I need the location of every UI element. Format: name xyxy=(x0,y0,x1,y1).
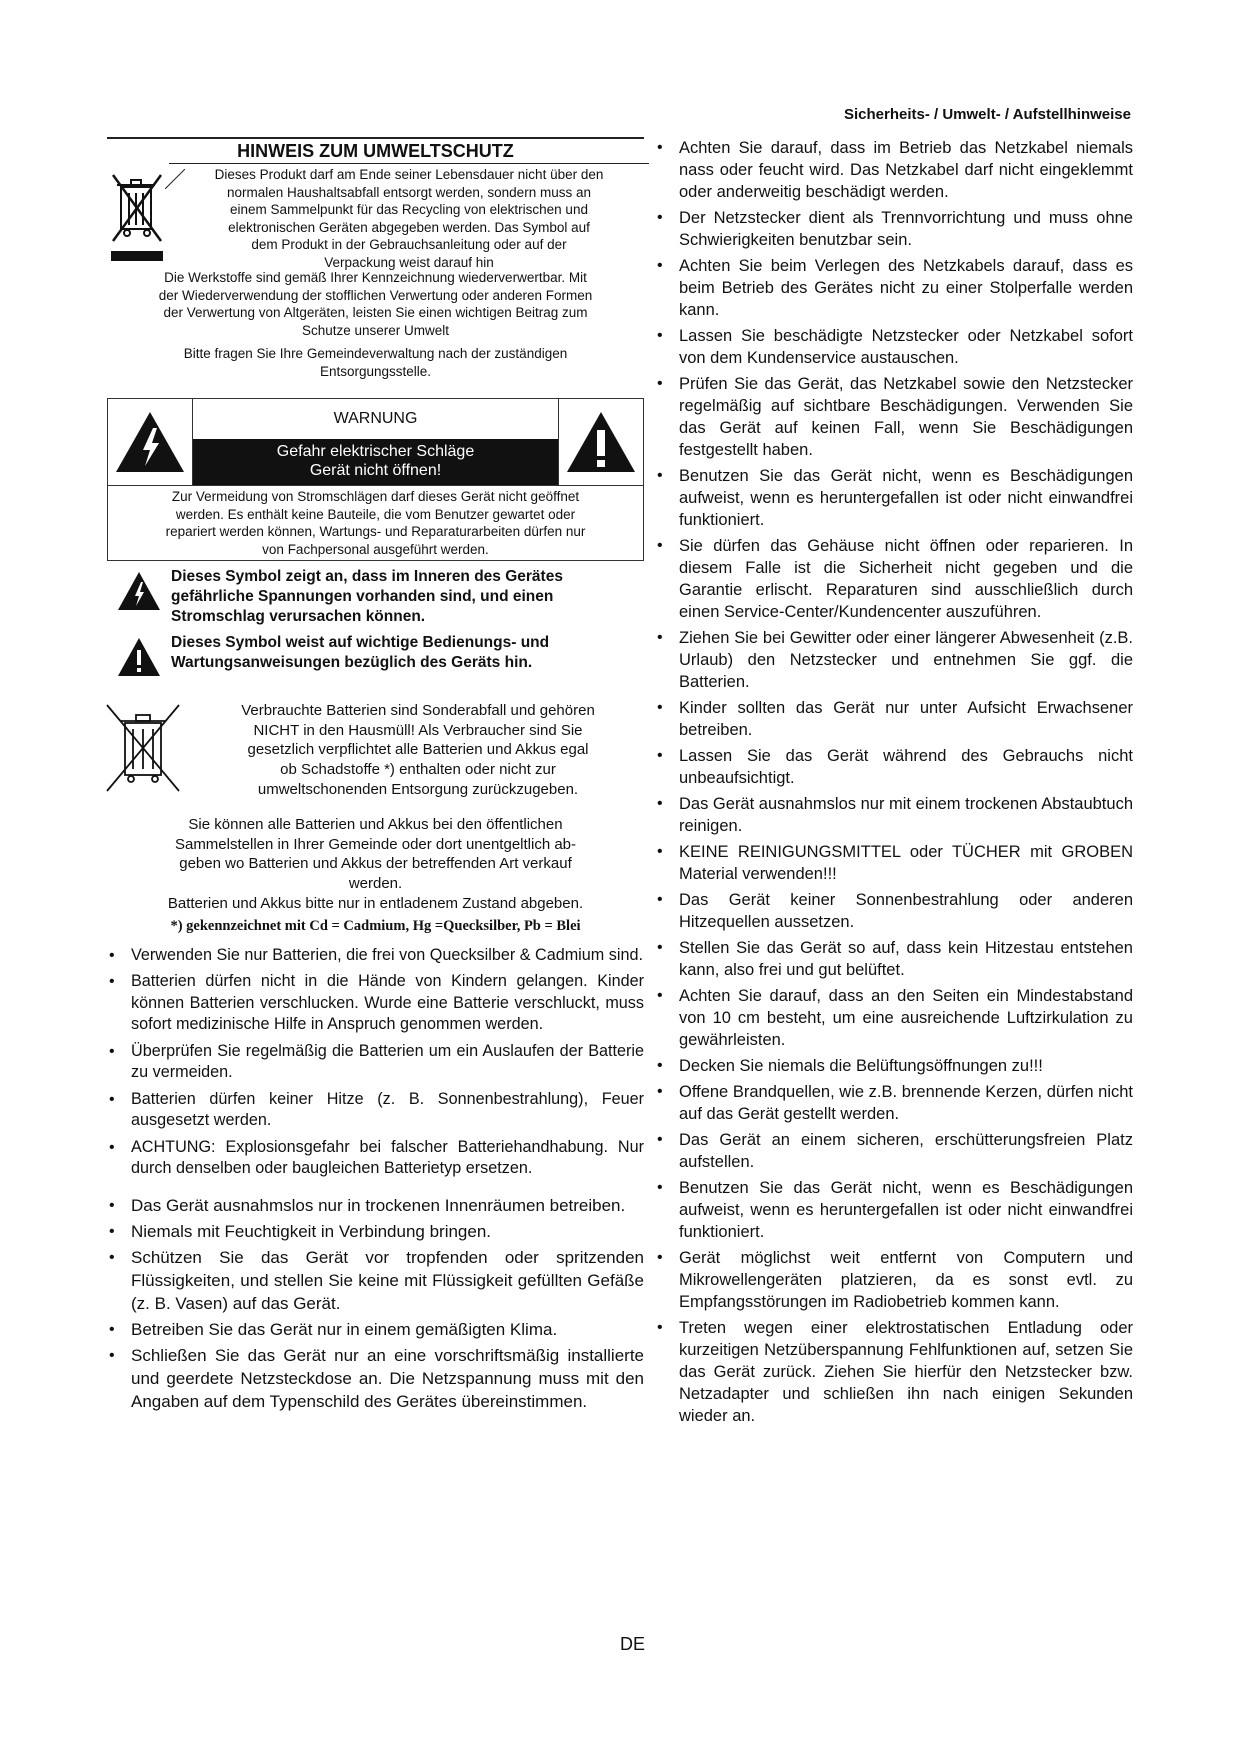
lightning-warning-icon xyxy=(114,410,186,474)
warning-text-line: Zur Vermeidung von Stromschlägen darf dieses Gerät nicht geöffnet xyxy=(171,489,580,504)
list-item: • Das Gerät ausnahmslos nur mit einem trockenen Abstaubtuch reinigen. xyxy=(655,793,1133,837)
list-item: • Lassen Sie das Gerät während des Gebrauchs nicht unbeaufsichtigt. xyxy=(655,745,1133,789)
battery-notice xyxy=(107,701,644,935)
list-item: • Kinder sollten das Gerät nur unter Aufsicht Erwachsener betreiben. xyxy=(655,697,1133,741)
battery-text-line: ob Schadstoffe *) enthalten oder nicht zur xyxy=(280,761,556,779)
symbol-explanation-voltage xyxy=(107,567,644,627)
warning-box xyxy=(107,398,644,561)
list-item: • Gerät möglichst weit entfernt von Computern und Mikrowellengeräten platzieren, da es sonst evtl. zu Empfangsstörungen im Radiobetrieb kommen kann. xyxy=(655,1247,1133,1313)
safety-bullet-list xyxy=(655,137,1133,1427)
environment-text-line: Schutze unserer Umwelt xyxy=(301,322,450,338)
warning-banner-line: Gefahr elektrischer Schläge xyxy=(276,443,475,460)
list-item: • Achten Sie beim Verlegen des Netzkabels darauf, dass es beim Betrieb des Gerätes nicht zu einer Stolperfalle werden kann. xyxy=(655,255,1133,321)
battery-text-line: gesetzlich verpflichtet alle Batterien und Akkus egal xyxy=(247,741,589,759)
warning-text-line: repariert werden können, Wartungs- und Reparaturarbeiten dürfen nur xyxy=(165,524,586,539)
list-item: • Prüfen Sie das Gerät, das Netzkabel sowie den Netzstecker regelmäßig auf sichtbare Beschädigungen. Verwenden Sie das Gerät auf keinen Fall, wenn Sie Beschädigungen festgestellt haben. xyxy=(655,373,1133,461)
environment-text-line: einem Sammelpunkt für das Recycling von elektrischen und xyxy=(230,202,588,217)
battery-text-line: werden. xyxy=(348,875,403,893)
environment-text-line: Dieses Produkt darf am Ende seiner Lebensdauer nicht über den xyxy=(214,167,604,182)
list-item: • Der Netzstecker dient als Trennvorrichtung und muss ohne Schwierigkeiten benutzbar sein. xyxy=(655,207,1133,251)
environment-text-line: der Verwertung von Altgeräten, leisten Sie einen wichtigen Beitrag zum xyxy=(163,305,588,320)
environment-text-line: der Wiederverwendung der stofflichen Verwertung oder anderen Formen xyxy=(158,287,593,303)
list-item: • Achten Sie darauf, dass im Betrieb das Netzkabel niemals nass oder feucht wird. Das Netzkabel darf nicht eingeklemmt oder anderweitig beschädigt werden. xyxy=(655,137,1133,203)
list-item: • Das Gerät ausnahmslos nur in trockenen Innenräumen betreiben. xyxy=(107,1194,644,1217)
symbol-explanation-text: Dieses Symbol zeigt an, dass im Inneren des Gerätes gefährliche Spannungen vorhanden sind, und einen Stromschlag verursachen können. xyxy=(171,568,563,625)
environment-text-line: elektronischen Geräten abgegeben werden. Das Symbol auf xyxy=(228,219,590,235)
list-item: • Schließen Sie das Gerät nur an eine vorschriftsmäßig installierte und geerdete Netzsteckdose an. Die Netzspannung muss mit den Angaben auf dem Typenschild des Gerätes übereinstimmen. xyxy=(107,1344,644,1413)
list-item: • Benutzen Sie das Gerät nicht, wenn es Beschädigungen aufweist, wenn es heruntergefallen ist oder nicht einwandfrei funktioniert. xyxy=(655,1177,1133,1243)
right-column xyxy=(655,137,1133,1431)
exclamation-symbol-icon xyxy=(117,637,161,677)
device-usage-bullet-list xyxy=(107,1194,644,1413)
battery-text-line: Sammelstellen in Ihrer Gemeinde oder dort unentgeltlich ab- xyxy=(174,835,577,853)
list-item: • Decken Sie niemals die Belüftungsöffnungen zu!!! xyxy=(655,1055,1133,1077)
list-item: • Das Gerät an einem sicheren, erschütterungsfreien Platz aufstellen. xyxy=(655,1129,1133,1173)
list-item: • Betreiben Sie das Gerät nur in einem gemäßigten Klima. xyxy=(107,1318,644,1341)
exclamation-warning-icon xyxy=(565,410,637,474)
environment-text-line: Verpackung weist darauf hin xyxy=(324,254,494,270)
battery-bullet-list xyxy=(107,945,644,1180)
list-item: • Batterien dürfen keiner Hitze (z. B. Sonnenbestrahlung), Feuer ausgesetzt werden. xyxy=(107,1089,644,1132)
warning-text-line: von Fachpersonal ausgeführt werden. xyxy=(262,541,489,557)
warning-banner xyxy=(193,439,558,485)
environment-text-line: Bitte fragen Sie Ihre Gemeindeverwaltung nach der zuständigen xyxy=(183,346,568,361)
symbol-explanation-instructions xyxy=(107,633,644,677)
lightning-symbol-icon xyxy=(117,571,161,611)
list-item: • Niemals mit Feuchtigkeit in Verbindung bringen. xyxy=(107,1220,644,1243)
list-item: • Überprüfen Sie regelmäßig die Batterien um ein Auslaufen der Batterie zu vermeiden. xyxy=(107,1041,644,1084)
list-item: • KEINE REINIGUNGSMITTEL oder TÜCHER mit GROBEN Material verwenden!!! xyxy=(655,841,1133,885)
battery-footnote: *) gekennzeichnet mit Cd = Cadmium, Hg =Quecksilber, Pb = Blei xyxy=(170,917,581,934)
warning-text-line: werden. Es enthält keine Bauteile, die vom Benutzer gewartet oder xyxy=(175,506,576,522)
environment-notice-title: HINWEIS ZUM UMWELTSCHUTZ xyxy=(107,137,644,163)
list-item: • Ziehen Sie bei Gewitter oder einer längerer Abwesenheit (z.B. Urlaub) den Netzstecker und entnehmen Sie ggf. die Batterien. xyxy=(655,627,1133,693)
page-footer-language: DE xyxy=(620,1634,646,1654)
warning-title: WARNUNG xyxy=(333,410,418,427)
list-item: • ACHTUNG: Explosionsgefahr bei falscher Batteriehandhabung. Nur durch denselben oder baugleichen Batterietyp ersetzen. xyxy=(107,1137,644,1180)
environment-text-line: dem Produkt in der Gebrauchsanleitung oder auf der xyxy=(251,237,567,252)
battery-text-line: Sie können alle Batterien und Akkus bei den öffentlichen xyxy=(188,816,563,833)
crossed-bin-icon xyxy=(107,169,167,269)
battery-bin-icon xyxy=(103,701,183,797)
battery-text-line: NICHT in den Hausmüll! Als Verbraucher sind Sie xyxy=(253,721,583,739)
list-item: • Sie dürfen das Gehäuse nicht öffnen oder reparieren. In diesem Falle ist die Sicherheit nicht gegeben und die Garantie erlischt. Reparaturen sind ausschließlich durch einen Service-Center/Kundencenter auszuführen. xyxy=(655,535,1133,623)
environment-text-line: Entsorgungsstelle. xyxy=(319,363,432,379)
battery-text-line: Verbrauchte Batterien sind Sonderabfall und gehören xyxy=(241,702,595,719)
symbol-explanation-text: Dieses Symbol weist auf wichtige Bedienungs- und Wartungsanweisungen bezüglich des Geräts hin. xyxy=(171,634,550,671)
environment-notice xyxy=(107,137,644,380)
list-item: • Offene Brandquellen, wie z.B. brennende Kerzen, dürfen nicht auf das Gerät gestellt werden. xyxy=(655,1081,1133,1125)
list-item: • Schützen Sie das Gerät vor tropfenden oder spritzenden Flüssigkeiten, und stellen Sie keine mit Flüssigkeit gefüllten Gefäße (z. B. Vasen) auf das Gerät. xyxy=(107,1246,644,1315)
page-header-title: Sicherheits- / Umwelt- / Aufstellhinweise xyxy=(843,106,1131,123)
environment-text-line: Die Werkstoffe sind gemäß Ihrer Kennzeichnung wiederverwertbar. Mit xyxy=(164,270,587,285)
list-item: • Lassen Sie beschädigte Netzstecker oder Netzkabel sofort von dem Kundenservice austauschen. xyxy=(655,325,1133,369)
environment-text-line: normalen Haushaltsabfall entsorgt werden, sondern muss an xyxy=(227,184,591,200)
list-item: • Benutzen Sie das Gerät nicht, wenn es Beschädigungen aufweist, wenn es heruntergefallen ist oder nicht einwandfrei funktioniert. xyxy=(655,465,1133,531)
list-item: • Batterien dürfen nicht in die Hände von Kindern gelangen. Kinder können Batterien verschlucken. Wurde eine Batterie verschluckt, muss sofort medizinische Hilfe in Anspruch genommen werden. xyxy=(107,971,644,1036)
list-item: • Stellen Sie das Gerät so auf, dass kein Hitzestau entstehen kann, also frei und gut belüftet. xyxy=(655,937,1133,981)
left-column xyxy=(107,137,644,1416)
list-item: • Treten wegen einer elektrostatischen Entladung oder kurzeitigen Netzüberspannung Fehlfunktionen auf, setzen Sie das Gerät zurück. Ziehen Sie hierfür den Netzstecker bzw. Netzadapter und schließen ihn nach einigen Sekunden wieder an. xyxy=(655,1317,1133,1427)
warning-banner-line: Gerät nicht öffnen! xyxy=(309,462,442,479)
battery-text-line: umweltschonenden Entsorgung zurückzugeben. xyxy=(257,780,579,798)
list-item: • Verwenden Sie nur Batterien, die frei von Quecksilber & Cadmium sind. xyxy=(107,945,644,967)
battery-text-line: Batterien und Akkus bitte nur in entladenem Zustand abgeben. xyxy=(167,894,584,912)
battery-text-line: geben wo Batterien und Akkus der betreffenden Art verkauf xyxy=(179,855,572,873)
list-item: • Achten Sie darauf, dass an den Seiten ein Mindestabstand von 10 cm besteht, um eine ausreichende Luftzirkulation zu gewährleisten. xyxy=(655,985,1133,1051)
list-item: • Das Gerät keiner Sonnenbestrahlung oder anderen Hitzequellen aussetzen. xyxy=(655,889,1133,933)
